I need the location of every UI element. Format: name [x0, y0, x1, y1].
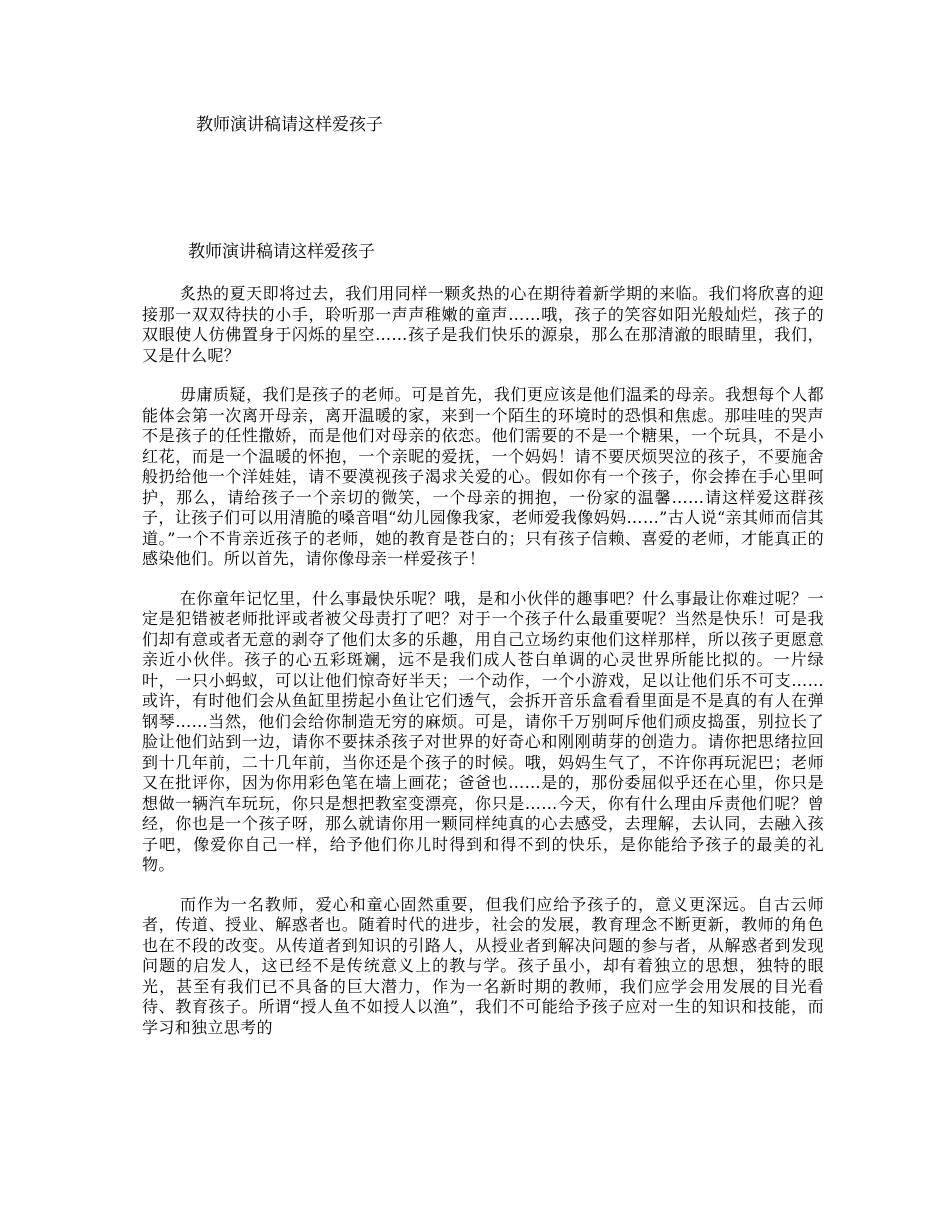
document-title: 教师演讲稿请这样爱孩子 — [188, 242, 375, 262]
header-title: 教师演讲稿请这样爱孩子 — [196, 115, 383, 135]
paragraph: 毋庸质疑，我们是孩子的老师。可是首先，我们更应该是他们温柔的母亲。我想每个人都能体会第一次离开母亲，离开温暖的家，来到一个陌生的环境时的恐惧和焦虑。那哇哇的哭声不是孩子的任性撒娇，而是他们对母亲的依恋。他们需要的不是一个糖果，一个玩具，不是小红花，而是一个温暖的怀抱，一个亲昵的爱抚，一个妈妈！请不要厌烦哭泣的孩子，不要施舍般扔给他一个洋娃娃，请不要漠视孩子渴求关爱的心。假如你有一个孩子，你会捧在手心里呵护，那么，请给孩子一个亲切的微笑，一个母亲的拥抱，一份家的温馨……请这样爱这群孩子，让孩子们可以用清脆的嗓音唱“幼儿园像我家，老师爱我像妈妈……”古人说“亲其师而信其道。”一个不肯亲近孩子的老师，她的教育是苍白的；只有孩子信赖、喜爱的老师，才能真正的感染他们。所以首先，请你像母亲一样爱孩子！ — [142, 385, 824, 568]
document-body — [142, 284, 824, 1057]
paragraph: 而作为一名教师，爱心和童心固然重要，但我们应给予孩子的，意义更深远。自古云师者，传道、授业、解惑者也。随着时代的进步，社会的发展，教育理念不断更新，教师的角色也在不段的改变。从传道者到知识的引路人，从授业者到解决问题的参与者，从解惑者到发现问题的启发人，这已经不是传统意义上的教与学。孩子虽小，却有着独立的思想，独特的眼光，甚至有我们已不具备的巨大潜力，作为一名新时期的教师，我们应学会用发展的目光看待、教育孩子。所谓“授人鱼不如授人以渔”，我们不可能给予孩子应对一生的知识和技能，而学习和独立思考的 — [142, 894, 824, 1037]
paragraph: 炙热的夏天即将过去，我们用同样一颗炙热的心在期待着新学期的来临。我们将欣喜的迎接那一双双待扶的小手，聆听那一声声稚嫩的童声……哦，孩子的笑容如阳光般灿烂，孩子的双眼使人仿佛置身于闪烁的星空……孩子是我们快乐的源泉，那么在那清澈的眼睛里，我们，又是什么呢？ — [142, 284, 824, 365]
paragraph: 在你童年记忆里，什么事最快乐呢？哦，是和小伙伴的趣事吧？什么事最让你难过呢？一定是犯错被老师批评或者被父母责打了吧？对于一个孩子什么最重要呢？当然是快乐！可是我们却有意或者无意的剥夺了他们太多的乐趣，用自己立场约束他们这样那样，所以孩子更愿意亲近小伙伴。孩子的心五彩斑斓，远不是我们成人苍白单调的心灵世界所能比拟的。一片绿叶，一只小蚂蚁，可以让他们惊奇好半天；一个动作，一个小游戏，足以让他们乐不可支……或许，有时他们会从鱼缸里捞起小鱼让它们透气，会拆开音乐盒看看里面是不是真的有人在弹钢琴……当然，他们会给你制造无穷的麻烦。可是，请你千万别呵斥他们顽皮捣蛋，别拉长了脸让他们站到一边，请你不要抹杀孩子对世界的好奇心和刚刚萌芽的创造力。请你把思绪拉回到十几年前，二十几年前，当你还是个孩子的时候。哦，妈妈生气了，不许你再玩泥巴；老师又在批评你，因为你用彩色笔在墙上画花；爸爸也……是的，那份委屈似乎还在心里，你只是想做一辆汽车玩玩，你只是想把教室变漂亮，你只是……今天，你有什么理由斥责他们呢？曾经，你也是一个孩子呀，那么就请你用一颗同样纯真的心去感受，去理解，去认同，去融入孩子吧，像爱你自己一样，给予他们你儿时得到和得不到的快乐，是你能给予孩子的最美的礼物。 — [142, 588, 824, 874]
